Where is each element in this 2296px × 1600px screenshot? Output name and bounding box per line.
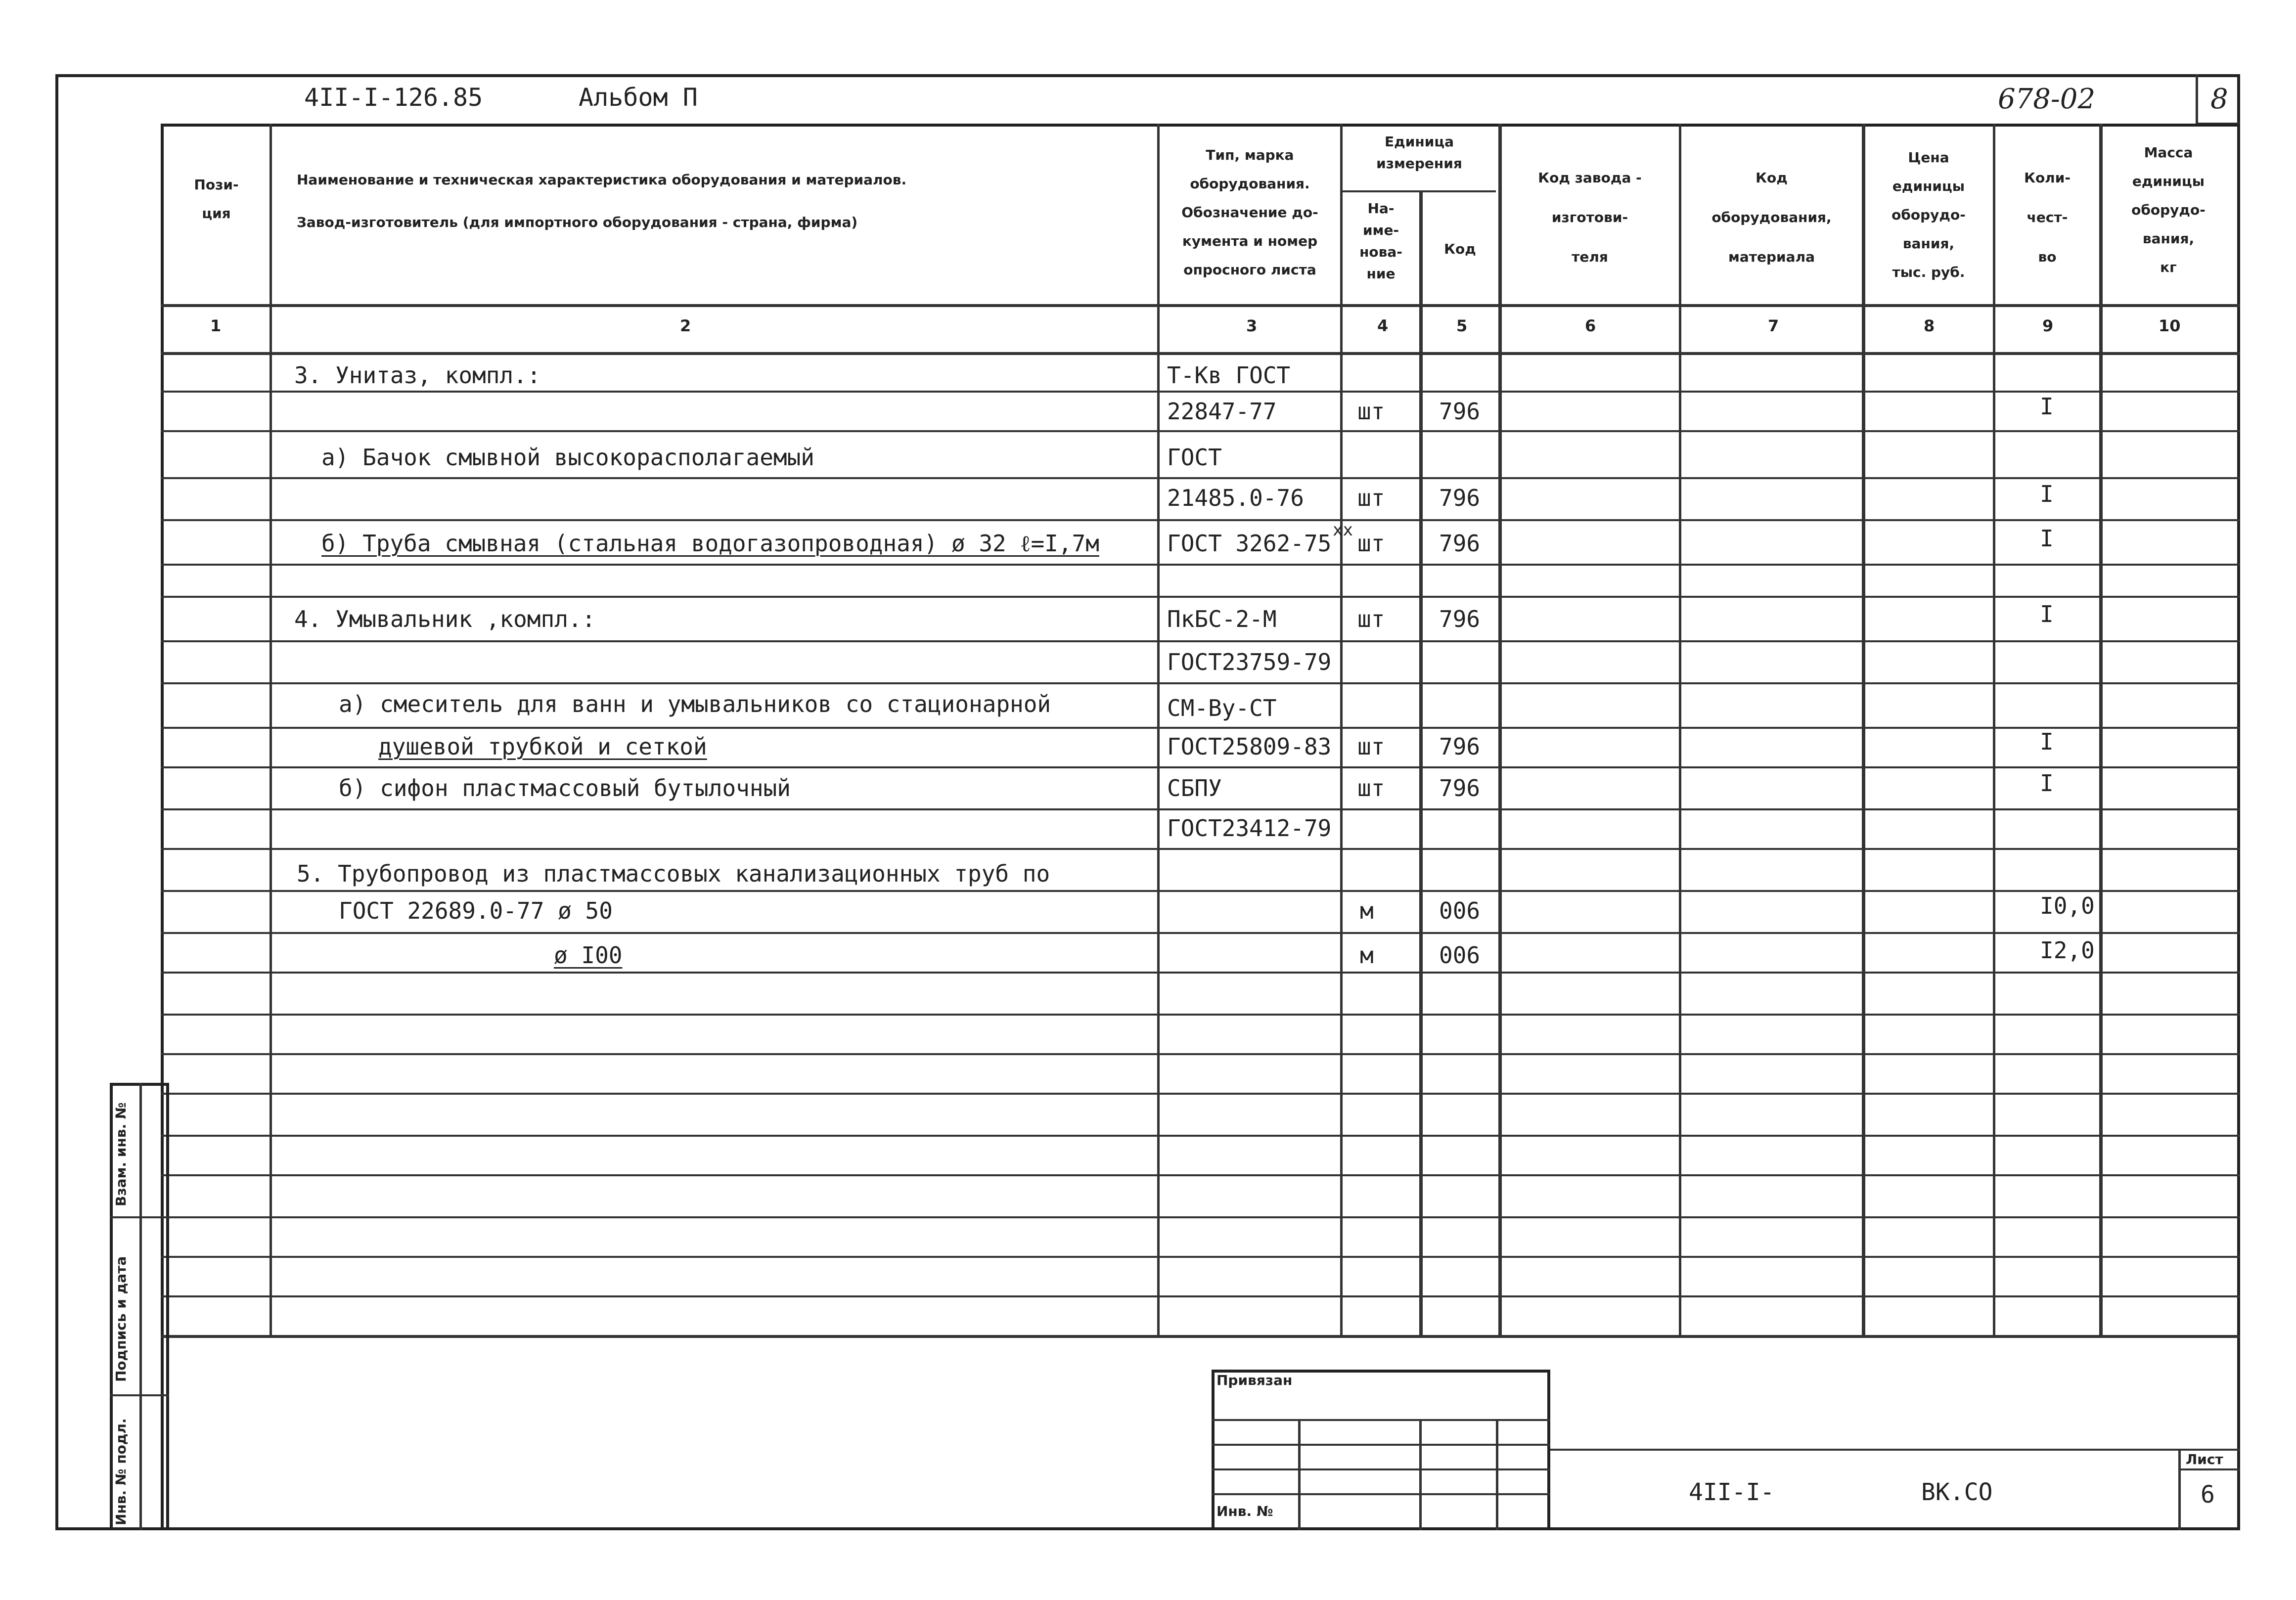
inv-no-label: Инв. №	[1216, 1503, 1273, 1519]
row-line	[161, 1335, 2240, 1338]
side-stamp-divider	[139, 1083, 142, 1530]
header-factory-code: Код завода - изготови- теля	[1538, 170, 1642, 265]
colnum-1: 1	[210, 316, 222, 335]
header-type: Тип, марка оборудования. Обозначение до- кумента и номер опросного листа	[1181, 147, 1318, 278]
row-name: б) Труба смывная (стальная водогазопроводная) ø 32 ℓ=I,7м	[321, 530, 1099, 557]
privyazan-divider	[1298, 1419, 1301, 1530]
header-name	[297, 166, 1137, 237]
col-divider	[1419, 190, 1423, 1337]
side-stamp-inv: Инв. № подл.	[113, 1418, 129, 1525]
row-type: ГОСТ23412-79	[1167, 815, 1332, 842]
row-code: 796	[1439, 775, 1481, 801]
colnum-3: 3	[1246, 316, 1258, 335]
row-line	[161, 430, 2240, 432]
privyazan-divider	[1496, 1419, 1498, 1530]
row-type: СМ-Ву-СТ	[1167, 695, 1277, 721]
side-stamp-podpis: Подпись и дата	[113, 1256, 129, 1382]
colnum-7: 7	[1768, 316, 1779, 335]
row-unit: шт	[1357, 485, 1385, 511]
row-name: душевой трубкой и сеткой	[378, 733, 707, 760]
row-name: б) сифон пластмассовый бутылочный	[339, 775, 791, 801]
header-unit-name: На- име- нова- ние	[1359, 200, 1402, 282]
row-code: 796	[1439, 733, 1481, 760]
sheet-code-right: ВК.СО	[1921, 1478, 1993, 1506]
row-line	[161, 1295, 2240, 1297]
header-name-line2: Завод-изготовитель (для импортного оборудования - страна, фирма)	[297, 214, 858, 230]
privyazan-divider	[1419, 1419, 1422, 1530]
header-price: Цена единицы оборудо- вания, тыс. руб.	[1891, 149, 1966, 280]
row-unit: шт	[1357, 398, 1385, 425]
privyazan-line	[1212, 1419, 1550, 1421]
row-name: 4. Умывальник ,компл.:	[294, 606, 596, 632]
row-type: ГОСТ	[1167, 444, 1222, 471]
row-line	[161, 1174, 2240, 1176]
title-block-top-line	[1550, 1449, 2240, 1451]
page-number: 8	[2210, 83, 2228, 115]
col-divider	[2099, 124, 2103, 1337]
colnum-row-line	[161, 352, 2240, 355]
row-line	[161, 890, 2240, 892]
colnum-4: 4	[1377, 316, 1389, 335]
col-divider	[1498, 124, 1502, 1337]
header-mass: Масса единицы оборудо- вания, кг	[2131, 144, 2206, 275]
row-line	[161, 1256, 2240, 1258]
row-name: 3. Унитаз, компл.:	[294, 362, 541, 389]
row-line	[161, 727, 2240, 729]
privyazan-line	[1212, 1493, 1550, 1495]
row-type: ПкБС-2-М	[1167, 606, 1277, 632]
row-type: ГОСТ 3262-75	[1167, 530, 1332, 557]
row-code: 796	[1439, 398, 1481, 425]
row-qty: I	[2040, 601, 2054, 627]
row-qty: I	[2040, 481, 2054, 507]
list-divider	[2178, 1449, 2181, 1530]
colnum-6: 6	[1585, 316, 1596, 335]
side-stamp-vzam: Взам. инв. №	[113, 1102, 129, 1206]
row-line	[161, 1216, 2240, 1218]
row-line	[161, 640, 2240, 642]
row-line	[161, 564, 2240, 566]
header-quantity: Коли- чест- во	[2024, 170, 2071, 265]
row-code: 006	[1439, 897, 1481, 924]
row-name: 5. Трубопровод из пластмассовых канализационных труб по	[297, 860, 1050, 887]
row-type: ГОСТ23759-79	[1167, 649, 1332, 675]
row-type: 22847-77	[1167, 398, 1277, 425]
drawing-number: 678-02	[1998, 83, 2096, 115]
colnum-2: 2	[680, 316, 691, 335]
row-qty: I	[2040, 770, 2054, 797]
row-line	[161, 682, 2240, 684]
row-line	[161, 932, 2240, 934]
row-code: 796	[1439, 485, 1481, 511]
row-line	[161, 596, 2240, 598]
row-qty: I2,0	[2040, 937, 2095, 964]
colnum-9: 9	[2042, 316, 2054, 335]
row-unit: шт	[1357, 775, 1385, 801]
sheet-code-left: 4II-I-	[1689, 1478, 1775, 1506]
side-stamp-line	[110, 1394, 169, 1396]
privyazan-line	[1212, 1444, 1550, 1446]
row-unit: шт	[1357, 733, 1385, 760]
col-divider	[1993, 124, 1995, 1337]
privyazan-line	[1212, 1468, 1550, 1470]
row-name: а) Бачок смывной высокорасполагаемый	[321, 444, 814, 471]
row-code: 796	[1439, 530, 1481, 557]
album-label: Альбом П	[579, 83, 698, 112]
col-divider	[270, 124, 272, 1337]
row-unit: шт	[1357, 606, 1385, 632]
row-type: ГОСТ25809-83	[1167, 733, 1332, 760]
header-bottom-line	[161, 304, 2240, 307]
row-line	[161, 766, 2240, 768]
row-qty: I0,0	[2040, 892, 2095, 919]
header-name-line1: Наименование и техническая характеристика оборудования и материалов.	[297, 172, 907, 188]
row-line	[161, 1135, 2240, 1137]
col-divider	[1340, 124, 1343, 1337]
row-type-superscript: xx	[1333, 520, 1353, 540]
row-qty: I	[2040, 728, 2054, 755]
row-code: 006	[1439, 942, 1481, 969]
row-qty: I	[2040, 525, 2054, 552]
row-type: Т-Кв ГОСТ	[1167, 362, 1291, 389]
row-name: ГОСТ 22689.0-77 ø 50	[339, 897, 613, 924]
row-unit: м	[1360, 942, 1374, 969]
colnum-5: 5	[1456, 316, 1468, 335]
row-unit: шт	[1357, 530, 1385, 557]
row-line	[161, 808, 2240, 810]
row-code: 796	[1439, 606, 1481, 632]
row-line	[161, 519, 2240, 521]
row-line	[161, 1014, 2240, 1016]
page-number-divider	[2196, 74, 2198, 125]
col-divider	[1679, 124, 1681, 1337]
header-unit-group: Единица измерения	[1376, 133, 1462, 172]
row-name: ø I00	[554, 942, 623, 969]
list-label: Лист	[2186, 1451, 2223, 1467]
row-line	[161, 1053, 2240, 1055]
side-stamp-line	[110, 1216, 169, 1218]
header-material-code: Код оборудования, материала	[1711, 170, 1832, 265]
colnum-8: 8	[1924, 316, 1935, 335]
header-unit-code: Код	[1444, 241, 1476, 257]
row-qty: I	[2040, 393, 2054, 420]
document-code: 4II-I-126.85	[304, 83, 483, 112]
header-position: Пози- ция	[194, 177, 239, 222]
list-label-line	[2178, 1468, 2240, 1470]
row-type: 21485.0-76	[1167, 485, 1304, 511]
row-line	[161, 972, 2240, 974]
privyazan-label: Привязан	[1216, 1372, 1293, 1388]
col-divider	[1862, 124, 1865, 1337]
row-line	[161, 1093, 2240, 1095]
row-line	[161, 391, 2240, 393]
colnum-10: 10	[2159, 316, 2181, 335]
row-unit: м	[1360, 897, 1374, 924]
row-line	[161, 477, 2240, 479]
row-type: СБПУ	[1167, 775, 1222, 801]
list-number: 6	[2201, 1481, 2215, 1509]
col-divider	[1157, 124, 1160, 1337]
row-name: а) смеситель для ванн и умывальников со стационарной	[339, 691, 1051, 717]
row-line	[161, 848, 2240, 850]
